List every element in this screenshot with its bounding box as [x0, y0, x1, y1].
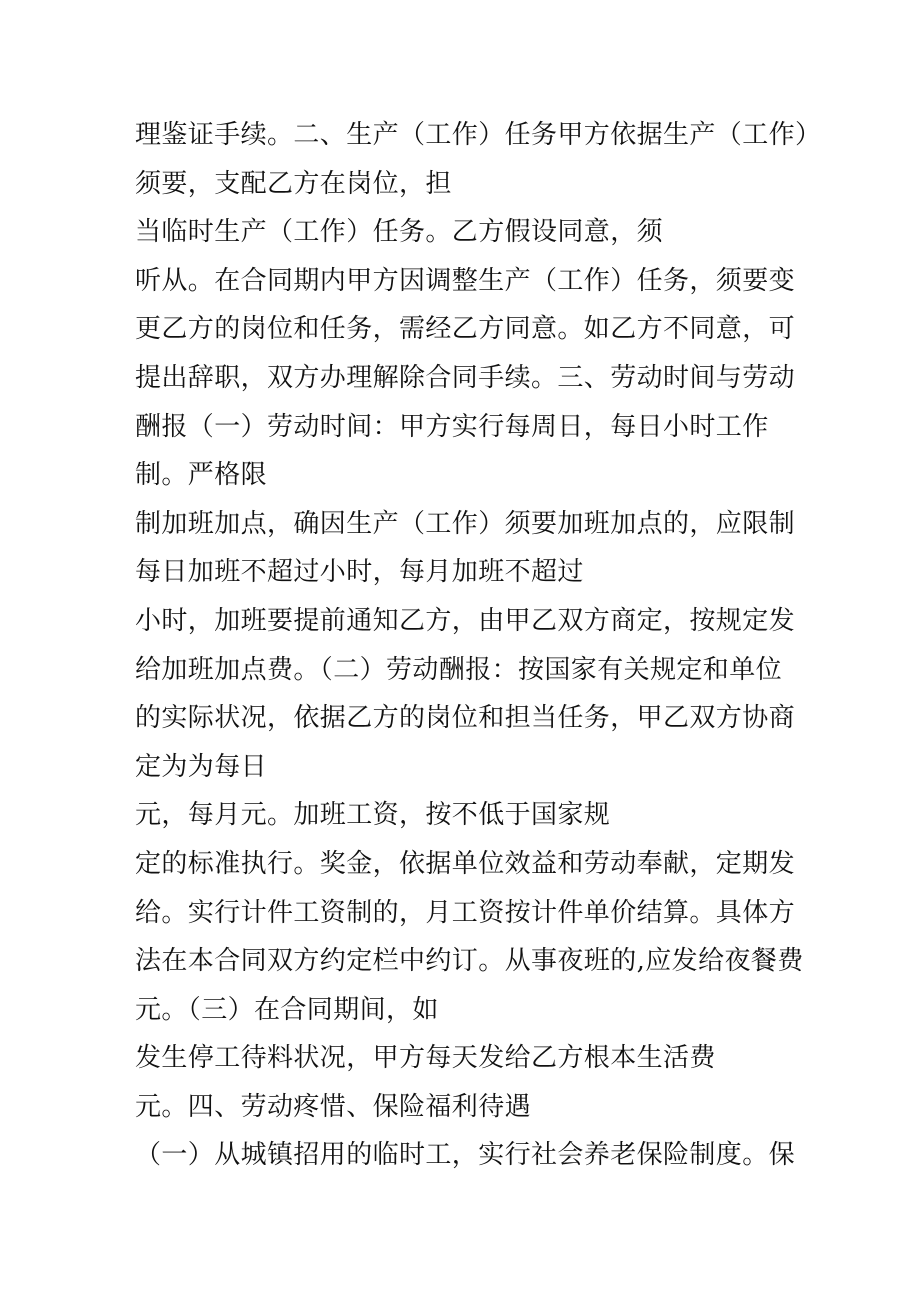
text-line: 当临时生产（工作）任务。乙方假设同意，须: [135, 217, 664, 248]
text-line: 听从。在合同期内甲方因调整生产（工作）任务，须要变: [135, 265, 796, 296]
text-line: 更乙方的岗位和任务，需经乙方同意。如乙方不同意，可: [135, 314, 796, 345]
text-line: 每日加班不超过小时，每月加班不超过: [135, 557, 584, 588]
text-line: 元，每月元。加班工资，按不低于国家规: [135, 800, 611, 831]
text-line: 提出辞职，双方办理解除合同手续。三、劳动时间与劳动: [135, 362, 796, 393]
text-line: 的实际状况，依据乙方的岗位和担当任务，甲乙双方协商: [135, 703, 796, 734]
text-line: 小时，加班要提前通知乙方，由甲乙双方商定，按规定发: [135, 605, 796, 636]
text-line: 法在本合同双方约定栏中约订。从事夜班的,应发给夜餐费: [135, 946, 804, 977]
text-line: 制。严格限: [135, 460, 268, 491]
text-line: 理鉴证手续。二、生产（工作）任务甲方依据生产（工作）: [135, 120, 822, 150]
text-line: 须要，支配乙方在岗位，担: [135, 168, 452, 199]
contract-body-text: [135, 111, 822, 1180]
text-line: 给加班加点费。（二）劳动酬报：按国家有关规定和单位: [135, 654, 783, 685]
text-line: 定的标准执行。奖金，依据单位效益和劳动奉献，定期发: [135, 848, 796, 879]
text-line: 制加班加点，确因生产（工作）须要加班加点的，应限制: [135, 508, 796, 539]
text-line: 发生停工待料状况，甲方每天发给乙方根本生活费: [135, 1043, 716, 1074]
text-line: 定为为每日: [135, 751, 268, 782]
text-line: 元。（三）在合同期间，如: [135, 994, 439, 1025]
text-line: 给。实行计件工资制的，月工资按计件单价结算。具体方: [135, 897, 796, 928]
text-line: 元。四、劳动疼惜、保险福利待遇: [135, 1091, 532, 1122]
text-line: （一）从城镇招用的临时工，实行社会养老保险制度。保: [135, 1140, 796, 1171]
text-line: 酬报（一）劳动时间：甲方实行每周日，每日小时工作: [135, 411, 769, 442]
